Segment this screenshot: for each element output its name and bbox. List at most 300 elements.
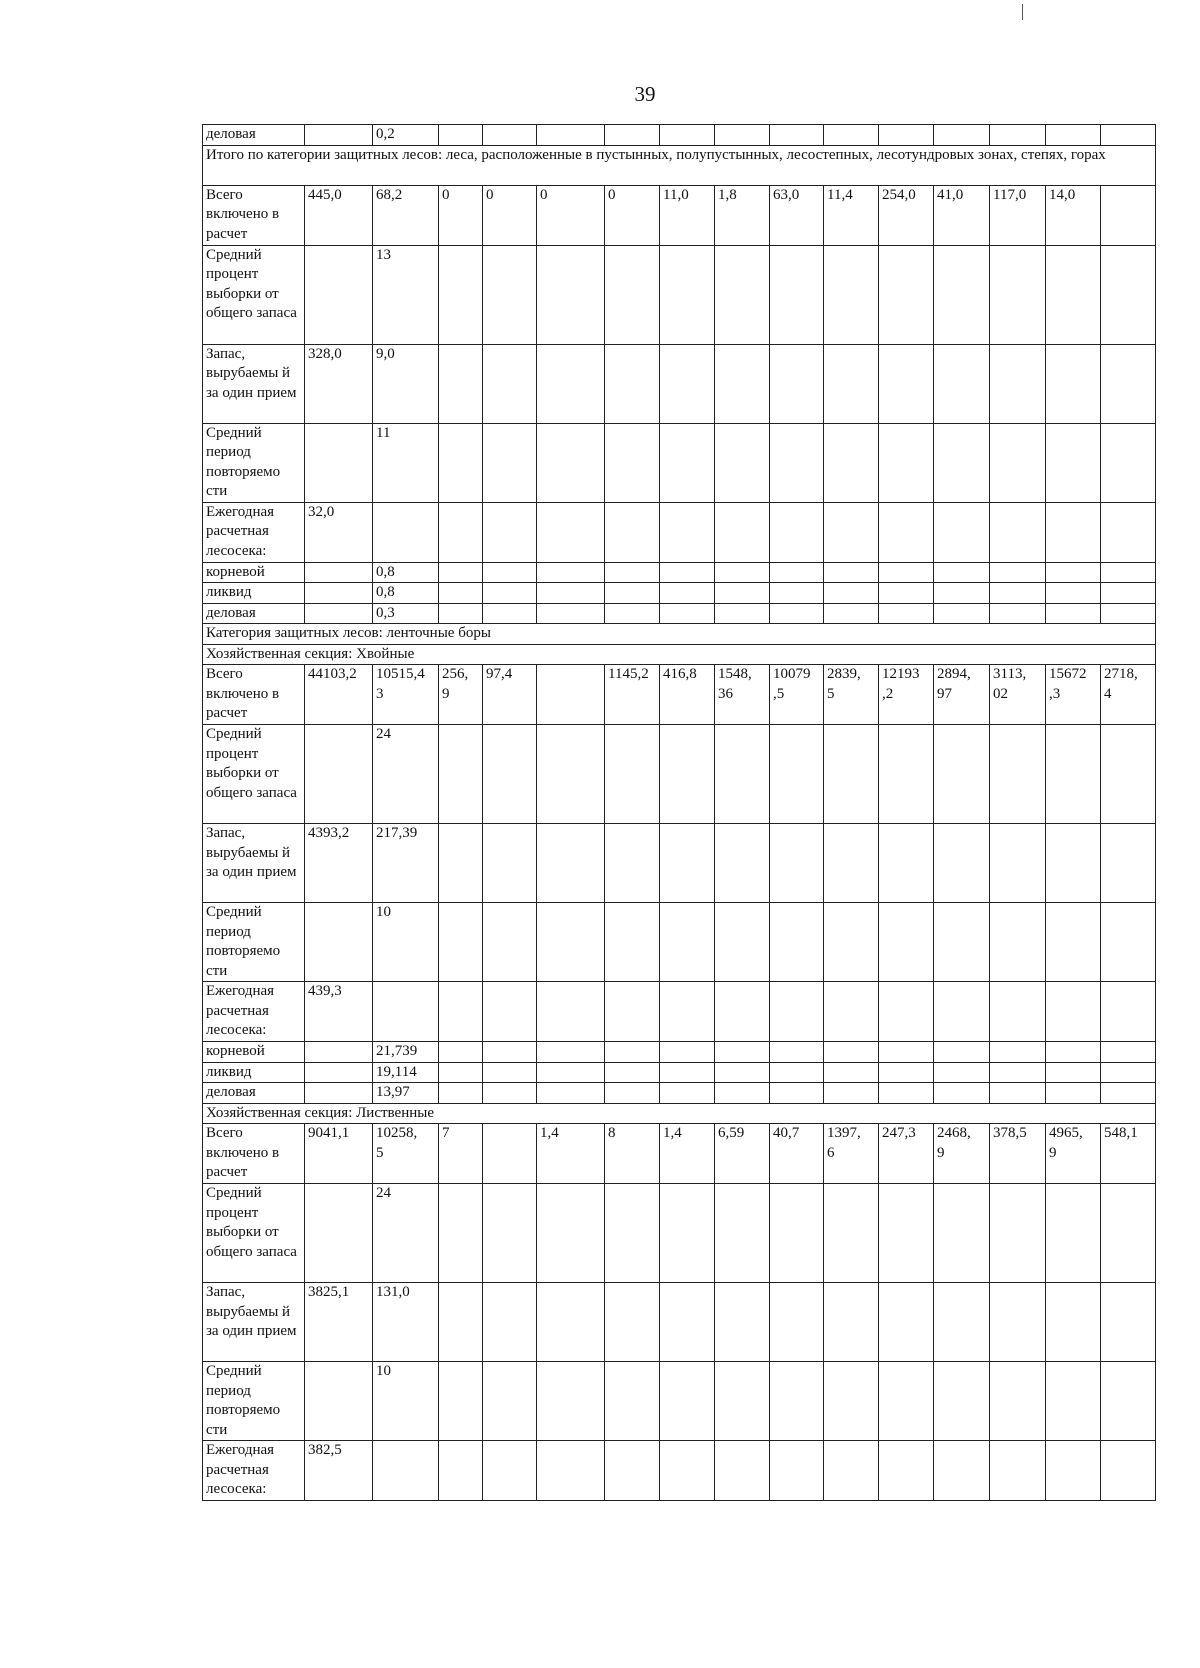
value-cell [770,1362,824,1441]
value-cell: 0 [439,185,483,245]
value-cell [660,1042,715,1063]
value-cell [715,982,770,1042]
value-cell [990,1042,1046,1063]
value-cell [990,603,1046,624]
section-header-row [203,145,1156,185]
value-cell [879,982,934,1042]
value-cell [824,423,879,502]
forest-table-container [202,124,1138,1501]
row-label-cell: Запас, вырубаемы й за один прием [203,824,305,903]
value-cell [483,824,537,903]
value-cell [990,1083,1046,1104]
value-cell [934,562,990,583]
value-cell [605,903,660,982]
value-cell: 12193 ,2 [879,665,934,725]
value-cell [305,1062,373,1083]
table-row [203,423,1156,502]
value-cell [483,1362,537,1441]
value-cell [879,583,934,604]
value-cell [990,125,1046,146]
value-cell [605,562,660,583]
value-cell [1101,185,1156,245]
value-cell [1101,245,1156,344]
value-cell [605,1062,660,1083]
value-cell [879,1441,934,1501]
value-cell: 0 [605,185,660,245]
value-cell: 11,4 [824,185,879,245]
value-cell [990,1283,1046,1362]
value-cell: 131,0 [373,1283,439,1362]
value-cell: 10079 ,5 [770,665,824,725]
value-cell: 6,59 [715,1124,770,1184]
value-cell [483,1283,537,1362]
value-cell [439,1283,483,1362]
value-cell [715,1184,770,1283]
table-row [203,1362,1156,1441]
table-row [203,583,1156,604]
value-cell [879,344,934,423]
row-label-cell: ликвид [203,1062,305,1083]
value-cell [483,583,537,604]
value-cell [770,603,824,624]
value-cell [1046,725,1101,824]
value-cell [373,502,439,562]
value-cell [305,603,373,624]
section-header-cell: Хозяйственная секция: Лиственные [203,1103,1156,1124]
table-row [203,1124,1156,1184]
value-cell [537,583,605,604]
value-cell [715,1362,770,1441]
table-row [203,1283,1156,1362]
value-cell [1046,1062,1101,1083]
value-cell: 0,8 [373,583,439,604]
value-cell [537,665,605,725]
value-cell [934,1083,990,1104]
value-cell [537,1062,605,1083]
value-cell [305,423,373,502]
value-cell [537,344,605,423]
value-cell [824,125,879,146]
value-cell: 19,114 [373,1062,439,1083]
value-cell [660,1362,715,1441]
value-cell: 217,39 [373,824,439,903]
value-cell [483,982,537,1042]
value-cell [934,502,990,562]
value-cell [537,725,605,824]
value-cell [483,423,537,502]
value-cell [824,1441,879,1501]
row-label-cell: Ежегодная расчетная лесосека: [203,982,305,1042]
value-cell [605,824,660,903]
value-cell [439,725,483,824]
value-cell [1046,1283,1101,1362]
value-cell [537,1441,605,1501]
value-cell: 24 [373,725,439,824]
table-row [203,502,1156,562]
value-cell [824,1362,879,1441]
value-cell: 439,3 [305,982,373,1042]
value-cell [537,982,605,1042]
value-cell [770,824,824,903]
value-cell [605,125,660,146]
value-cell [990,725,1046,824]
value-cell [715,245,770,344]
value-cell [990,1062,1046,1083]
value-cell [990,1362,1046,1441]
value-cell [483,1062,537,1083]
value-cell [537,1283,605,1362]
value-cell: 0 [537,185,605,245]
row-label-cell: корневой [203,562,305,583]
value-cell [715,1441,770,1501]
value-cell [715,1042,770,1063]
value-cell [824,1283,879,1362]
value-cell: 32,0 [305,502,373,562]
table-body [203,125,1156,1501]
value-cell [439,903,483,982]
value-cell [1101,1042,1156,1063]
row-label-cell: Запас, вырубаемы й за один прием [203,1283,305,1362]
value-cell: 97,4 [483,665,537,725]
value-cell [439,502,483,562]
value-cell [770,502,824,562]
value-cell [715,562,770,583]
table-row [203,1441,1156,1501]
value-cell [990,1184,1046,1283]
value-cell [824,1042,879,1063]
value-cell: 1,4 [660,1124,715,1184]
value-cell [879,824,934,903]
section-header-row [203,644,1156,665]
value-cell [934,603,990,624]
value-cell [439,603,483,624]
value-cell [770,245,824,344]
value-cell [1046,423,1101,502]
value-cell: 328,0 [305,344,373,423]
value-cell [715,502,770,562]
value-cell: 1145,2 [605,665,660,725]
value-cell [824,344,879,423]
value-cell [824,982,879,1042]
value-cell: 445,0 [305,185,373,245]
row-label-cell: Ежегодная расчетная лесосека: [203,1441,305,1501]
value-cell [715,903,770,982]
value-cell [305,1083,373,1104]
value-cell [934,423,990,502]
value-cell [483,903,537,982]
value-cell [770,903,824,982]
value-cell [1046,982,1101,1042]
value-cell [305,1362,373,1441]
value-cell [879,1083,934,1104]
value-cell [934,725,990,824]
value-cell [770,1083,824,1104]
value-cell [715,583,770,604]
value-cell [990,562,1046,583]
value-cell [824,1083,879,1104]
value-cell [1101,824,1156,903]
value-cell: 247,3 [879,1124,934,1184]
value-cell: 13,97 [373,1083,439,1104]
value-cell [483,562,537,583]
value-cell [715,824,770,903]
value-cell [483,603,537,624]
value-cell [770,583,824,604]
value-cell [1101,125,1156,146]
value-cell [439,562,483,583]
section-header-cell: Итого по категории защитных лесов: леса, расположенные в пустынных, полупустынных, лесостепных, лесотундровых зонах, степях, горах [203,145,1156,185]
value-cell: 1,4 [537,1124,605,1184]
value-cell [1046,245,1101,344]
value-cell [1101,1184,1156,1283]
value-cell [1046,903,1101,982]
value-cell [439,824,483,903]
value-cell: 0,8 [373,562,439,583]
value-cell [990,903,1046,982]
value-cell [537,245,605,344]
value-cell: 1548, 36 [715,665,770,725]
value-cell [990,423,1046,502]
value-cell [605,1283,660,1362]
value-cell [879,1184,934,1283]
value-cell [824,903,879,982]
value-cell [879,502,934,562]
value-cell [1101,1441,1156,1501]
value-cell: 117,0 [990,185,1046,245]
value-cell [879,245,934,344]
value-cell [537,1362,605,1441]
value-cell [483,1184,537,1283]
value-cell [305,1184,373,1283]
value-cell [605,1042,660,1063]
value-cell [934,1042,990,1063]
value-cell [439,982,483,1042]
table-row [203,982,1156,1042]
value-cell: 21,739 [373,1042,439,1063]
value-cell [934,125,990,146]
value-cell [537,502,605,562]
value-cell [305,583,373,604]
value-cell [770,423,824,502]
value-cell [537,125,605,146]
row-label-cell: деловая [203,1083,305,1104]
value-cell [1046,344,1101,423]
value-cell [824,1062,879,1083]
value-cell: 2468, 9 [934,1124,990,1184]
value-cell: 10 [373,1362,439,1441]
table-row [203,185,1156,245]
value-cell [483,1083,537,1104]
value-cell [934,1062,990,1083]
value-cell [1101,344,1156,423]
value-cell [715,603,770,624]
table-row [203,245,1156,344]
value-cell [934,1184,990,1283]
value-cell [660,1083,715,1104]
value-cell: 9,0 [373,344,439,423]
value-cell [660,245,715,344]
value-cell [537,562,605,583]
row-label-cell: Всего включено в расчет [203,185,305,245]
value-cell: 13 [373,245,439,344]
value-cell [1101,423,1156,502]
value-cell [1101,1062,1156,1083]
value-cell [605,344,660,423]
value-cell [660,1062,715,1083]
value-cell [824,583,879,604]
value-cell [439,125,483,146]
value-cell: 7 [439,1124,483,1184]
value-cell [660,725,715,824]
value-cell [660,125,715,146]
value-cell [373,982,439,1042]
row-label-cell: деловая [203,603,305,624]
row-label-cell: Средний процент выборки от общего запаса [203,1184,305,1283]
value-cell [934,903,990,982]
value-cell [537,423,605,502]
value-cell [605,1184,660,1283]
value-cell [1046,603,1101,624]
value-cell: 44103,2 [305,665,373,725]
value-cell: 378,5 [990,1124,1046,1184]
value-cell [660,583,715,604]
value-cell [1101,583,1156,604]
value-cell [770,1042,824,1063]
row-label-cell: Средний период повторяемо сти [203,903,305,982]
value-cell [879,1062,934,1083]
value-cell [537,1083,605,1104]
value-cell [1101,982,1156,1042]
value-cell [770,982,824,1042]
value-cell [934,245,990,344]
value-cell [824,824,879,903]
value-cell [305,125,373,146]
value-cell [990,502,1046,562]
value-cell [824,562,879,583]
row-label-cell: ликвид [203,583,305,604]
table-row [203,1042,1156,1063]
value-cell [1046,824,1101,903]
value-cell: 10 [373,903,439,982]
value-cell [1101,502,1156,562]
value-cell [605,1083,660,1104]
value-cell [990,1441,1046,1501]
value-cell [605,982,660,1042]
value-cell [439,344,483,423]
value-cell [483,1042,537,1063]
value-cell: 0,2 [373,125,439,146]
value-cell [483,1441,537,1501]
value-cell [483,502,537,562]
table-row [203,1184,1156,1283]
value-cell [770,725,824,824]
value-cell [1101,1083,1156,1104]
row-label-cell: деловая [203,125,305,146]
value-cell [660,562,715,583]
value-cell [879,603,934,624]
value-cell [934,1441,990,1501]
table-row [203,665,1156,725]
value-cell: 4393,2 [305,824,373,903]
section-header-row [203,1103,1156,1124]
value-cell [537,1184,605,1283]
table-row [203,1062,1156,1083]
value-cell [483,245,537,344]
value-cell [660,344,715,423]
value-cell [770,344,824,423]
value-cell [934,1362,990,1441]
value-cell: 4965, 9 [1046,1124,1101,1184]
value-cell [1046,1083,1101,1104]
value-cell [605,502,660,562]
value-cell [605,603,660,624]
value-cell [1101,903,1156,982]
value-cell [1046,1184,1101,1283]
value-cell: 63,0 [770,185,824,245]
row-label-cell: Всего включено в расчет [203,665,305,725]
value-cell [824,603,879,624]
value-cell [715,1062,770,1083]
value-cell: 11,0 [660,185,715,245]
value-cell [934,982,990,1042]
value-cell [1046,1362,1101,1441]
value-cell [1046,1042,1101,1063]
row-label-cell: Средний процент выборки от общего запаса [203,245,305,344]
forest-calculation-table [202,124,1156,1501]
value-cell [879,1362,934,1441]
value-cell [1046,583,1101,604]
value-cell [990,824,1046,903]
section-header-cell: Хозяйственная секция: Хвойные [203,644,1156,665]
value-cell [537,903,605,982]
value-cell [715,725,770,824]
value-cell: 40,7 [770,1124,824,1184]
value-cell [439,1362,483,1441]
value-cell [1101,562,1156,583]
value-cell [483,1124,537,1184]
row-label-cell: Средний период повторяемо сти [203,423,305,502]
value-cell: 3825,1 [305,1283,373,1362]
value-cell [879,1283,934,1362]
value-cell [1046,125,1101,146]
value-cell [879,125,934,146]
value-cell [990,344,1046,423]
value-cell [770,1062,824,1083]
value-cell [770,1283,824,1362]
value-cell: 10258, 5 [373,1124,439,1184]
value-cell: 8 [605,1124,660,1184]
value-cell [824,1184,879,1283]
value-cell [537,603,605,624]
value-cell [660,982,715,1042]
value-cell [879,725,934,824]
value-cell [605,423,660,502]
value-cell [879,1042,934,1063]
value-cell [660,1283,715,1362]
value-cell: 68,2 [373,185,439,245]
value-cell [934,824,990,903]
value-cell: 2894, 97 [934,665,990,725]
value-cell [715,1283,770,1362]
value-cell [715,344,770,423]
value-cell [660,1441,715,1501]
value-cell: 10515,4 3 [373,665,439,725]
value-cell: 0,3 [373,603,439,624]
value-cell: 254,0 [879,185,934,245]
value-cell [483,125,537,146]
value-cell [605,1362,660,1441]
value-cell [824,502,879,562]
